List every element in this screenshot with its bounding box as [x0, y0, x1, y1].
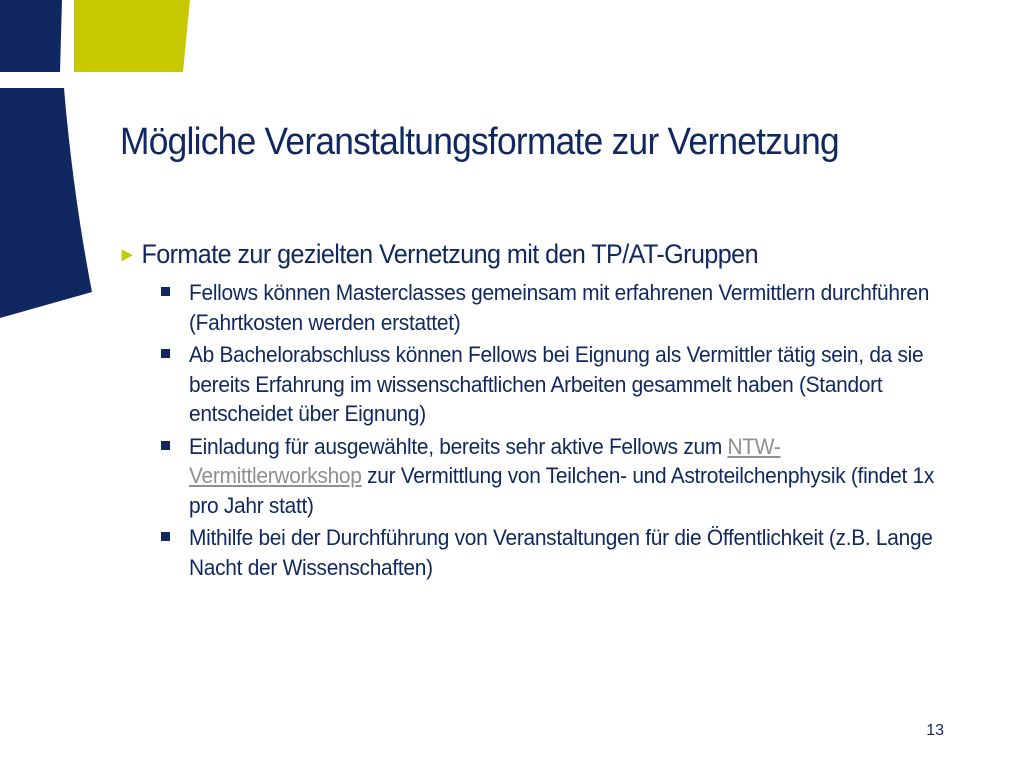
- sub-bullet-list: [118, 278, 948, 582]
- square-bullet-icon: [161, 287, 170, 296]
- square-bullet-icon: [161, 532, 170, 541]
- list-item-text: [189, 432, 949, 521]
- slide-title: Mögliche Veranstaltungsformate zur Vernetzung: [120, 121, 839, 163]
- list-item: [118, 523, 948, 582]
- list-item-text: Mithilfe bei der Durchführung von Veranstaltungen für die Öffentlichkeit (z.B. Lange Nacht der Wissenschaften): [189, 525, 933, 580]
- main-bullet: [118, 235, 890, 276]
- square-bullet-icon: [161, 441, 170, 450]
- ntw-workshop-link[interactable]: NTW-Vermittlerworkshop: [189, 433, 781, 488]
- list-item-text: Ab Bachelorabschluss können Fellows bei Eignung als Vermittler tätig sein, da sie bereits Erfahrung im wissenschaftlichen Arbeiten gesammelt haben (Standort entscheidet über Eignung): [189, 342, 924, 426]
- list-item-text: Fellows können Masterclasses gemeinsam mit erfahrenen Vermittlern durchführen (Fahrtkosten werden erstattet): [189, 280, 930, 335]
- logo-yellow-block: [74, 0, 190, 72]
- list-item: [118, 340, 948, 429]
- page-number: 13: [926, 722, 944, 739]
- list-item: [118, 432, 948, 521]
- logo-navy-curved-block: [0, 88, 92, 318]
- arrow-bullet-icon: ►: [118, 244, 136, 266]
- list-item: [118, 278, 948, 337]
- square-bullet-icon: [161, 349, 170, 358]
- slide-content: [118, 235, 948, 585]
- list-item-text-before: Einladung für ausgewählte, bereits sehr aktive Fellows zum: [189, 433, 728, 459]
- main-bullet-text: Formate zur gezielten Vernetzung mit den TP/AT-Gruppen: [141, 239, 758, 269]
- list-item-text-after: zur Vermittlung von Teilchen- und Astroteilchenphysik (findet 1x pro Jahr statt): [189, 463, 935, 518]
- logo-navy-top-block: [0, 0, 62, 72]
